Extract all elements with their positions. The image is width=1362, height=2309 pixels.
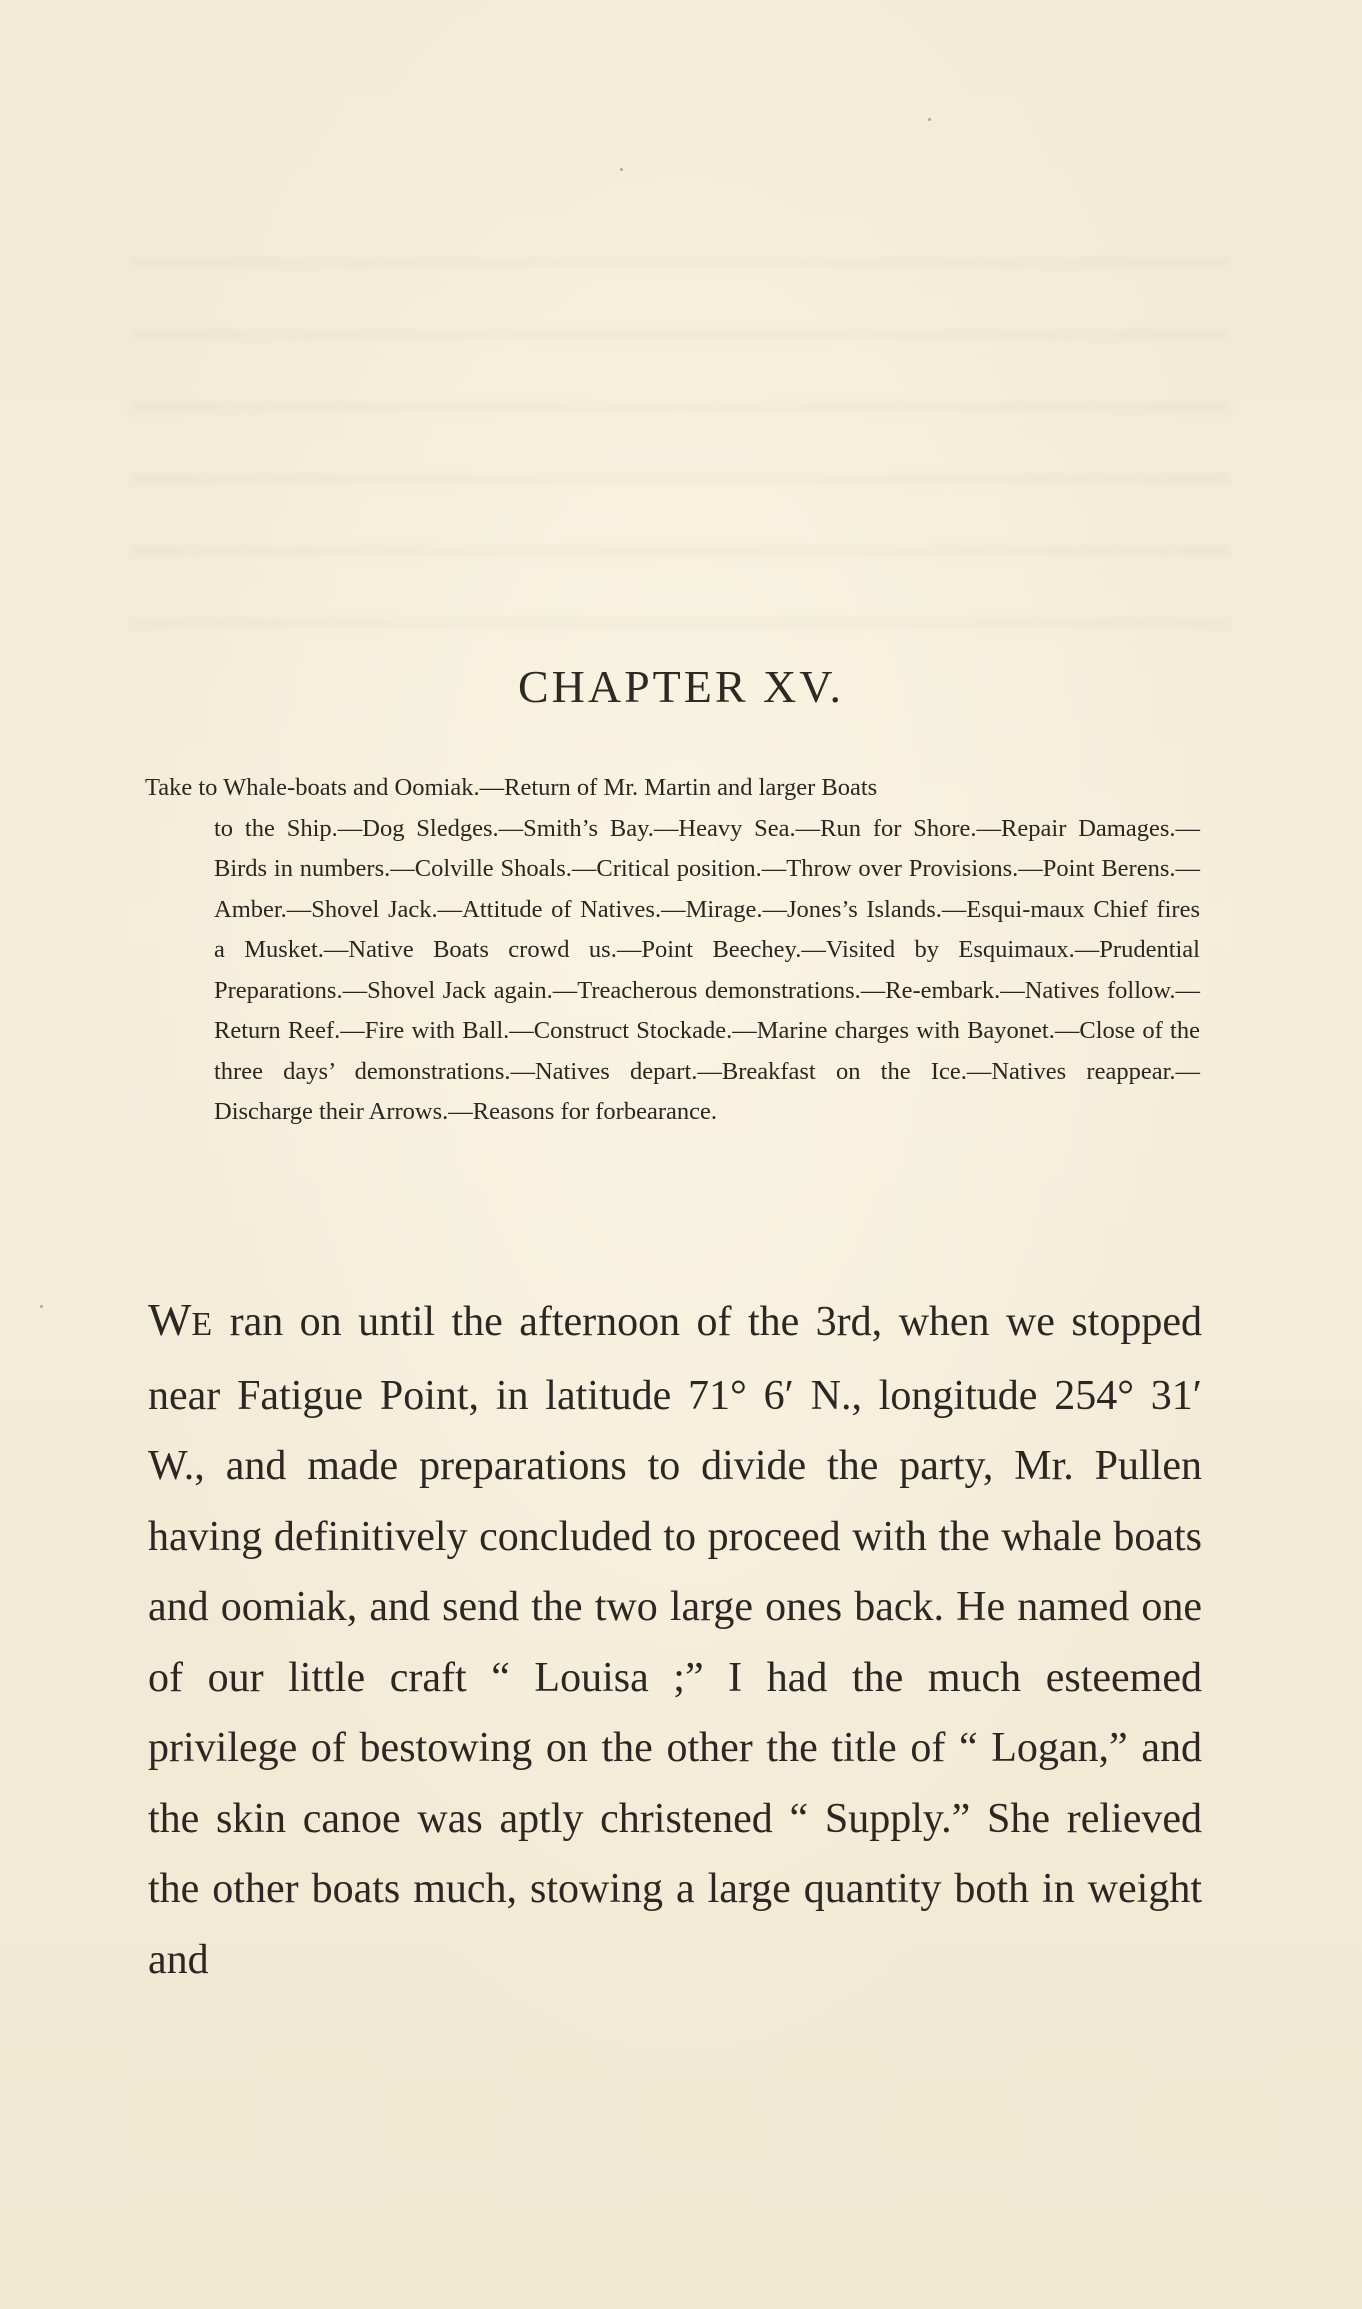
initial-smallcap: E [191, 1306, 214, 1343]
paper-speck [928, 118, 931, 121]
initial-letter: W [148, 1294, 192, 1345]
body-paragraph-text: ran on until the afternoon of the 3rd, when we stopped near Fatigue Point, in latitude 71° 6′ N., longitude 254° 31′ W., and made preparations to divide the party, Mr. Pullen having definitively concluded to proceed with the whale boats and oomiak, and send the two large ones back. He named one of our little craft “ Louisa ;” I had the much esteemed privilege of bestowing on the other the title of “ Logan,” and the skin canoe was aptly christened “ Supply.” She relieved the other boats much, stowing a large quantity both in weight and [148, 1299, 1202, 1983]
chapter-title: CHAPTER XV. [517, 661, 845, 712]
show-through-text [130, 215, 1230, 635]
body-paragraph [148, 1285, 1202, 1995]
chapter-summary [145, 768, 1200, 1133]
paper-speck [620, 168, 623, 171]
paper-speck [40, 1305, 43, 1308]
chapter-summary-continuation: to the Ship.—Dog Sledges.—Smith’s Bay.—Heavy Sea.—Run for Shore.—Repair Damages.—Birds in numbers.—Colville Shoals.—Critical position.—Throw over Provisions.—Point Berens.—Amber.—Shovel Jack.—Attitude of Natives.—Mirage.—Jones’s Islands.—Esqui-maux Chief fires a Musket.—Native Boats crowd us.—Point Beechey.—Visited by Esquimaux.—Prudential Preparations.—Shovel Jack again.—Treacherous demonstrations.—Re-embark.—Natives follow.—Return Reef.—Fire with Ball.—Construct Stockade.—Marine charges with Bayonet.—Close of the three days’ demonstrations.—Natives depart.—Breakfast on the Ice.—Natives reappear.—Discharge their Arrows.—Reasons for forbearance. [214, 814, 1200, 1125]
chapter-summary-first-line: Take to Whale-boats and Oomiak.—Return of Mr. Martin and larger Boats [145, 774, 878, 801]
